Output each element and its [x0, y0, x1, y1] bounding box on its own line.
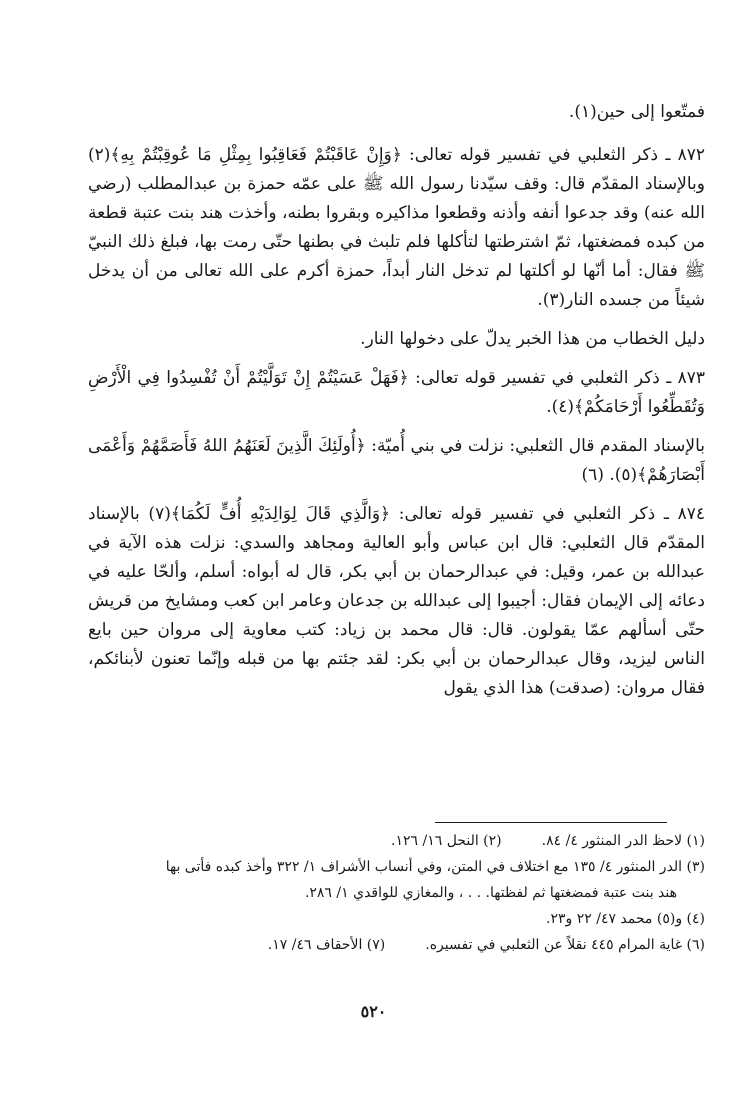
footnote-3: (٣) الدر المنثور ٤/ ١٣٥ مع اختلاف في المتن، وفي أنساب الأشراف ١/ ٣٢٢ وأخذ كبده فأتى بها — [165, 859, 705, 875]
footnote-1: (١) لاحظ الدر المنثور ٤/ ٨٤. — [541, 833, 705, 849]
footnote-divider — [435, 822, 667, 823]
page-body — [88, 98, 705, 703]
paragraph-isnad-873: بالإسناد المقدم قال الثعلبي: نزلت في بني أُميّة: ﴿أُولَئِكَ الَّذِينَ لَعَنَهُمُ اللهُ فَأَصَمَّهُمْ وَأَعْمَى أَبْصَارَهُمْ﴾(٥). (٦) — [88, 436, 705, 485]
page-number: ٥٢٠ — [360, 1002, 387, 1021]
footnotes — [88, 828, 705, 958]
footnote-7: (٧) الأحقاف ٤٦/ ١٧. — [267, 937, 386, 953]
footnote-4-5: (٤) و(٥) محمد ٤٧/ ٢٢ و٢٣. — [546, 911, 705, 927]
footnote-2: (٢) النحل ١٦/ ١٢٦. — [391, 833, 502, 849]
footnote-3-continued: هند بنت عتبة فمضغتها ثم لفظتها. . . ، والمغازي للواقدي ١/ ٢٨٦. — [304, 885, 677, 901]
entry-873: ٨٧٣ ـ ذكر الثعلبي في تفسير قوله تعالى: ﴿فَهَلْ عَسَيْتُمْ إِنْ تَوَلَّيْتُمْ أَنْ تُفْسِدُوا فِي الْأَرْضِ وَتُقَطِّعُوا أَرْحَامَكُمْ﴾(٤). — [88, 368, 705, 417]
paragraph-continuation: فمتّعوا إلى حين(١). — [568, 102, 705, 122]
paragraph-dalil: دليل الخطاب من هذا الخبر يدلّ على دخولها النار. — [360, 329, 705, 349]
entry-874: ٨٧٤ ـ ذكر الثعلبي في تفسير قوله تعالى: ﴿وَالَّذِي قَالَ لِوَالِدَيْهِ أُفٍّ لَكُمَا﴾(٧) بالإسناد المقدّم قال الثعلبي: قال ابن عباس وأبو العالية ومجاهد والسدي: نزلت هذه الآية في عبدالله بن عمر، وقيل: في عبدالرحمان بن أبي بكر، قال له أبواه: أسلم، وألحّا عليه في دعائه إلى الإيمان فقال: أجيبوا إلى عبدالله بن جدعان وعامر ابن كعب ومشايخ من قريش حتّى أسألهم عمّا يقولون. قال: قال محمد بن زياد: كتب معاوية إلى مروان حين بايع الناس ليزيد، وقال عبدالرحمان بن أبي بكر: لقد جئتم بها من قبله وإنّما تعنون لأبنائكم، فقال مروان: (صدقت) هذا الذي يقول — [88, 504, 705, 698]
entry-872: ٨٧٢ ـ ذكر الثعلبي في تفسير قوله تعالى: ﴿وَإِنْ عَاقَبْتُمْ فَعَاقِبُوا بِمِثْلِ مَا عُوقِبْتُمْ بِهِ﴾(٢) وبالإسناد المقدّم قال: وقف سيّدنا رسول الله ﷺ على عمّه حمزة بن عبدالمطلب (رضي الله عنه) وقد جدعوا أنفه وأذنه وقطعوا مذاكيره وبقروا بطنه، وأخذت هند بنت عتبة قطعة من كبده فمضغتها، ثمّ اشترطتها لتأكلها فلم تلبث في بطنها حتّى رمت بها، فبلغ ذلك النبيّ ﷺ فقال: أما أنّها لو أكلتها لم تدخل النار أبداً، حمزة أكرم على الله تعالى من أن يدخل شيئاً من جسده النار(٣). — [88, 145, 705, 310]
footnote-6: (٦) غاية المرام ٤٤٥ نقلاً عن الثعلبي في تفسيره. — [425, 937, 705, 953]
